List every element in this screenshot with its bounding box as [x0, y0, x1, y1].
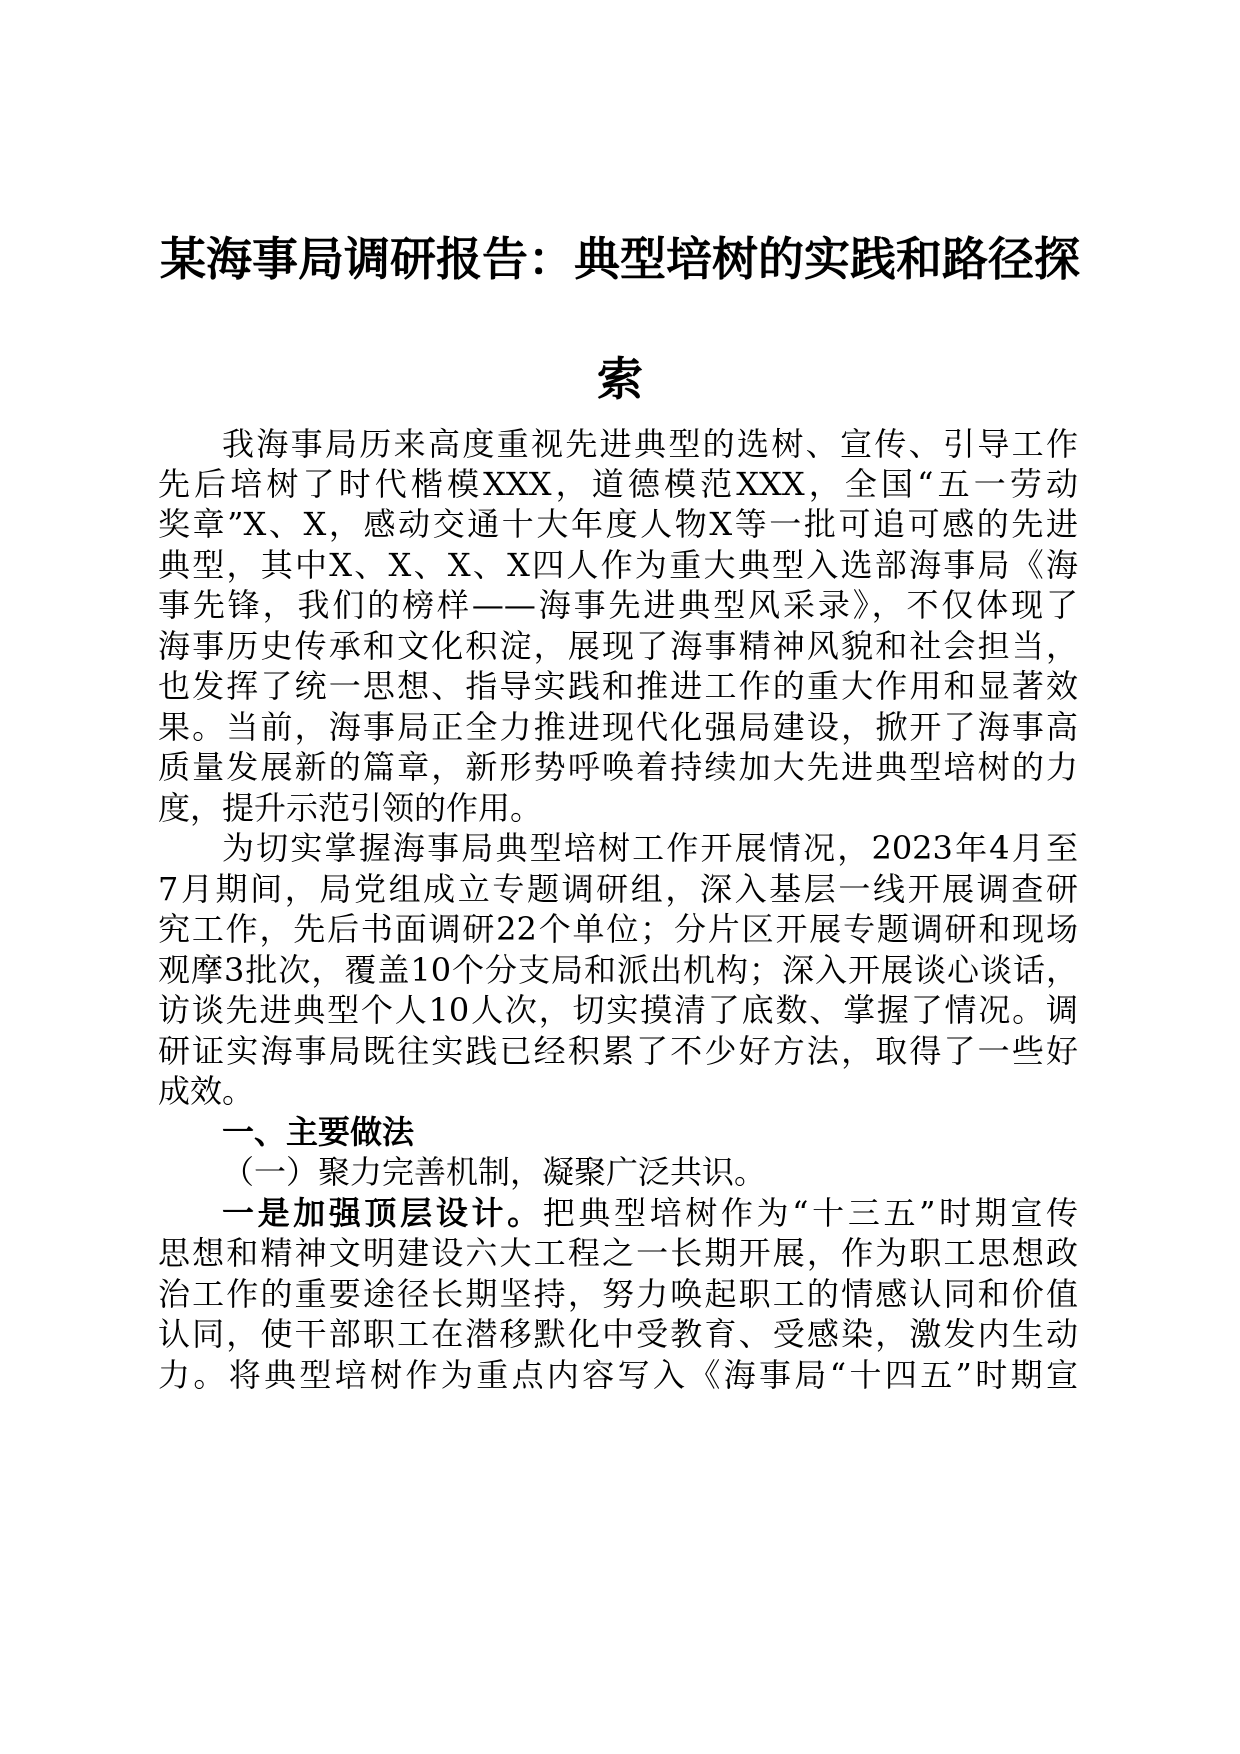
paragraph-1-line: 我海事局历来高度重视先进典型的选树、宣传、引导工作	[222, 425, 1078, 463]
subsection-heading: （一）聚力完善机制，凝聚广泛共识。	[222, 1153, 767, 1191]
paragraph-1-line: 也发挥了统一思想、指导实践和推进工作的重大作用和显著效	[158, 667, 1078, 705]
paragraph-1-line: 度，提升示范引领的作用。	[158, 789, 543, 827]
paragraph-3-line: 力。将典型培树作为重点内容写入《海事局“十四五”时期宣	[158, 1356, 1078, 1394]
paragraph-2-line: 成效。	[158, 1072, 255, 1110]
paragraph-2-line: 观摩3批次，覆盖10个分支局和派出机构；深入开展谈心谈话，	[158, 951, 1078, 989]
paragraph-2-line: 为切实掌握海事局典型培树工作开展情况，2023年4月至	[222, 829, 1078, 867]
paragraph-1-line: 先后培树了时代楷模XXX，道德模范XXX，全国“五一劳动	[158, 465, 1078, 503]
paragraph-3-line: 把典型培树作为“十三五”时期宣传	[542, 1194, 1078, 1232]
paragraph-1-line: 海事历史传承和文化积淀，展现了海事精神风貌和社会担当，	[158, 627, 1078, 665]
paragraph-1-line: 质量发展新的篇章，新形势呼唤着持续加大先进典型培树的力	[158, 748, 1078, 786]
paragraph-1-line: 果。当前，海事局正全力推进现代化强局建设，掀开了海事高	[158, 708, 1078, 746]
paragraph-2-line: 7月期间，局党组成立专题调研组，深入基层一线开展调查研	[158, 870, 1078, 908]
paragraph-1-line: 典型，其中X、X、X、X四人作为重大典型入选部海事局《海	[158, 546, 1078, 584]
paragraph-3-line: 思想和精神文明建设六大工程之一长期开展，作为职工思想政	[158, 1234, 1078, 1272]
paragraph-3-lead: 一是加强顶层设计。	[222, 1194, 543, 1232]
paragraph-3-line: 认同，使干部职工在潜移默化中受教育、受感染，激发内生动	[158, 1315, 1078, 1353]
paragraph-1-line: 事先锋，我们的榜样——海事先进典型风采录》，不仅体现了	[158, 586, 1078, 624]
paragraph-3-first-line	[222, 1193, 1078, 1233]
paragraph-2-line: 究工作，先后书面调研22个单位；分片区开展专题调研和现场	[158, 910, 1078, 948]
document-title-line-2: 索	[597, 352, 643, 406]
paragraph-2-line: 研证实海事局既往实践已经积累了不少好方法，取得了一些好	[158, 1032, 1078, 1070]
paragraph-3-line: 治工作的重要途径长期坚持，努力唤起职工的情感认同和价值	[158, 1275, 1078, 1313]
paragraph-1-line: 奖章”X、X，感动交通十大年度人物X等一批可追可感的先进	[158, 505, 1078, 543]
section-heading: 一、主要做法	[222, 1113, 415, 1151]
document-title-line-1: 某海事局调研报告：典型培树的实践和路径探	[160, 232, 1080, 286]
paragraph-2-line: 访谈先进典型个人10人次，切实摸清了底数、掌握了情况。调	[158, 991, 1078, 1029]
